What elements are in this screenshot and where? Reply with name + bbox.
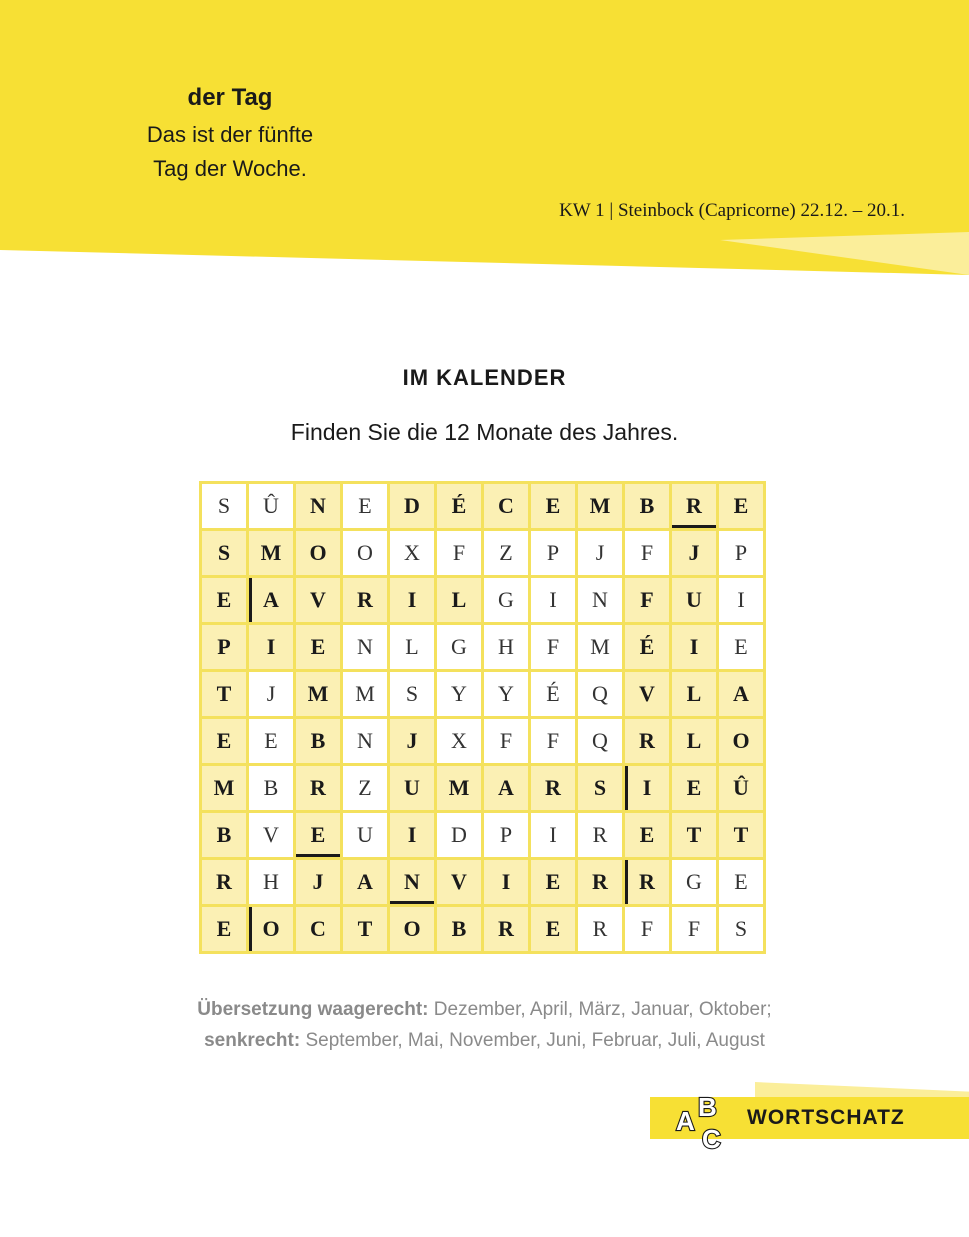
grid-cell: Z [484, 531, 528, 575]
grid-cell: Q [578, 672, 622, 716]
grid-cell: I [531, 578, 575, 622]
grid-cell: H [249, 860, 293, 904]
grid-cell: B [249, 766, 293, 810]
grid-cell: D [437, 813, 481, 857]
grid-cell: L [672, 672, 716, 716]
grid-cell: G [484, 578, 528, 622]
grid-cell: E [719, 860, 763, 904]
grid-cell: J [296, 860, 340, 904]
grid-cell: Û [719, 766, 763, 810]
example-sentence-line-2: Tag der Woche. [153, 156, 307, 181]
grid-cell: S [719, 907, 763, 951]
grid-cell: Y [437, 672, 481, 716]
grid-cell: I [625, 766, 669, 810]
grid-cell: Û [249, 484, 293, 528]
grid-cell: X [437, 719, 481, 763]
grid-cell: N [390, 860, 434, 904]
grid-cell: R [578, 860, 622, 904]
grid-cell: U [672, 578, 716, 622]
grid-cell: B [625, 484, 669, 528]
grid-cell: R [531, 766, 575, 810]
grid-cell: R [296, 766, 340, 810]
grid-cell: T [672, 813, 716, 857]
grid-cell: C [296, 907, 340, 951]
grid-cell: N [296, 484, 340, 528]
grid-cell: V [625, 672, 669, 716]
grid-cell: E [202, 907, 246, 951]
grid-cell: T [202, 672, 246, 716]
grid-cell: U [390, 766, 434, 810]
grid-cell: M [296, 672, 340, 716]
grid-cell: F [672, 907, 716, 951]
grid-cell: R [625, 719, 669, 763]
grid-cell: P [719, 531, 763, 575]
grid-cell: I [390, 578, 434, 622]
grid-cell: L [390, 625, 434, 669]
grid-cell: N [578, 578, 622, 622]
grid-cell: B [296, 719, 340, 763]
grid-cell: F [531, 625, 575, 669]
grid-cell: E [672, 766, 716, 810]
grid-cell: O [719, 719, 763, 763]
grid-cell: S [202, 531, 246, 575]
grid-cell: É [625, 625, 669, 669]
badge-stripe [755, 1082, 969, 1098]
grid-cell: C [484, 484, 528, 528]
grid-cell: E [343, 484, 387, 528]
grid-cell: J [672, 531, 716, 575]
grid-cell: E [202, 578, 246, 622]
grid-cell: J [249, 672, 293, 716]
grid-cell: I [390, 813, 434, 857]
grid-cell: R [672, 484, 716, 528]
grid-cell: J [390, 719, 434, 763]
grid-cell: G [437, 625, 481, 669]
grid-cell: I [531, 813, 575, 857]
grid-cell: R [578, 907, 622, 951]
grid-cell: E [296, 813, 340, 857]
grid-cell: A [484, 766, 528, 810]
grid-cell: R [202, 860, 246, 904]
grid-cell: S [390, 672, 434, 716]
grid-cell: U [343, 813, 387, 857]
grid-cell: G [672, 860, 716, 904]
grid-cell: Z [343, 766, 387, 810]
grid-cell: E [202, 719, 246, 763]
svg-text:B: B [698, 1092, 717, 1122]
grid-cell: E [531, 860, 575, 904]
grid-cell: E [625, 813, 669, 857]
grid-cell: S [578, 766, 622, 810]
grid-cell: I [484, 860, 528, 904]
grid-cell: A [249, 578, 293, 622]
grid-cell: O [296, 531, 340, 575]
grid-cell: M [202, 766, 246, 810]
grid-cell: E [249, 719, 293, 763]
grid-cell: I [719, 578, 763, 622]
grid-cell: F [531, 719, 575, 763]
grid-cell: X [390, 531, 434, 575]
grid-cell: O [249, 907, 293, 951]
puzzle-title: IM KALENDER [402, 365, 567, 390]
grid-cell: M [578, 625, 622, 669]
grid-cell: Y [484, 672, 528, 716]
grid-cell: M [578, 484, 622, 528]
grid-cell: J [578, 531, 622, 575]
translation-vertical-label: senkrecht: [204, 1030, 301, 1051]
grid-cell: A [343, 860, 387, 904]
badge-label: WORTSCHATZ [747, 1106, 905, 1129]
grid-cell: M [437, 766, 481, 810]
grid-cell: P [531, 531, 575, 575]
grid-cell: R [484, 907, 528, 951]
puzzle-instruction: Finden Sie die 12 Monate des Jahres. [290, 419, 679, 445]
grid-cell: R [625, 860, 669, 904]
word-search-grid [199, 481, 766, 954]
grid-cell: T [343, 907, 387, 951]
example-sentence-line-1: Das ist der fünfte [146, 122, 314, 147]
translation-vertical-text: September, Mai, November, Juni, Februar, Juli, August [300, 1030, 765, 1051]
grid-cell: V [437, 860, 481, 904]
grid-cell: I [672, 625, 716, 669]
grid-cell: E [531, 907, 575, 951]
translation-horizontal-label: Übersetzung waagerecht: [197, 999, 429, 1020]
translation-horizontal-text: Dezember, April, März, Januar, Oktober; [428, 999, 772, 1020]
grid-cell: Q [578, 719, 622, 763]
grid-cell: L [437, 578, 481, 622]
abc-icon [674, 1090, 734, 1152]
grid-cell: I [249, 625, 293, 669]
grid-cell: A [719, 672, 763, 716]
grid-cell: R [578, 813, 622, 857]
grid-cell: E [719, 484, 763, 528]
grid-cell: N [343, 719, 387, 763]
grid-cell: E [719, 625, 763, 669]
grid-cell: T [719, 813, 763, 857]
grid-cell: É [437, 484, 481, 528]
svg-text:C: C [702, 1124, 721, 1152]
grid-cell: O [390, 907, 434, 951]
word-title: der Tag [187, 84, 273, 111]
grid-cell: M [249, 531, 293, 575]
translation-box [0, 994, 969, 1056]
calendar-week-info: KW 1 | Steinbock (Capricorne) 22.12. – 20.1. [559, 200, 905, 221]
grid-cell: N [343, 625, 387, 669]
grid-cell: É [531, 672, 575, 716]
word-of-day [0, 84, 460, 186]
grid-cell: B [202, 813, 246, 857]
grid-cell: V [296, 578, 340, 622]
svg-text:A: A [676, 1106, 695, 1136]
grid-cell: L [672, 719, 716, 763]
grid-cell: V [249, 813, 293, 857]
grid-cell: F [437, 531, 481, 575]
grid-cell: D [390, 484, 434, 528]
grid-cell: F [625, 578, 669, 622]
grid-cell: F [625, 907, 669, 951]
grid-cell: F [625, 531, 669, 575]
grid-cell: S [202, 484, 246, 528]
grid-cell: H [484, 625, 528, 669]
grid-cell: R [343, 578, 387, 622]
grid-cell: P [484, 813, 528, 857]
grid-cell: B [437, 907, 481, 951]
grid-cell: P [202, 625, 246, 669]
grid-cell: O [343, 531, 387, 575]
grid-cell: M [343, 672, 387, 716]
grid-cell: F [484, 719, 528, 763]
grid-cell: E [296, 625, 340, 669]
grid-cell: E [531, 484, 575, 528]
